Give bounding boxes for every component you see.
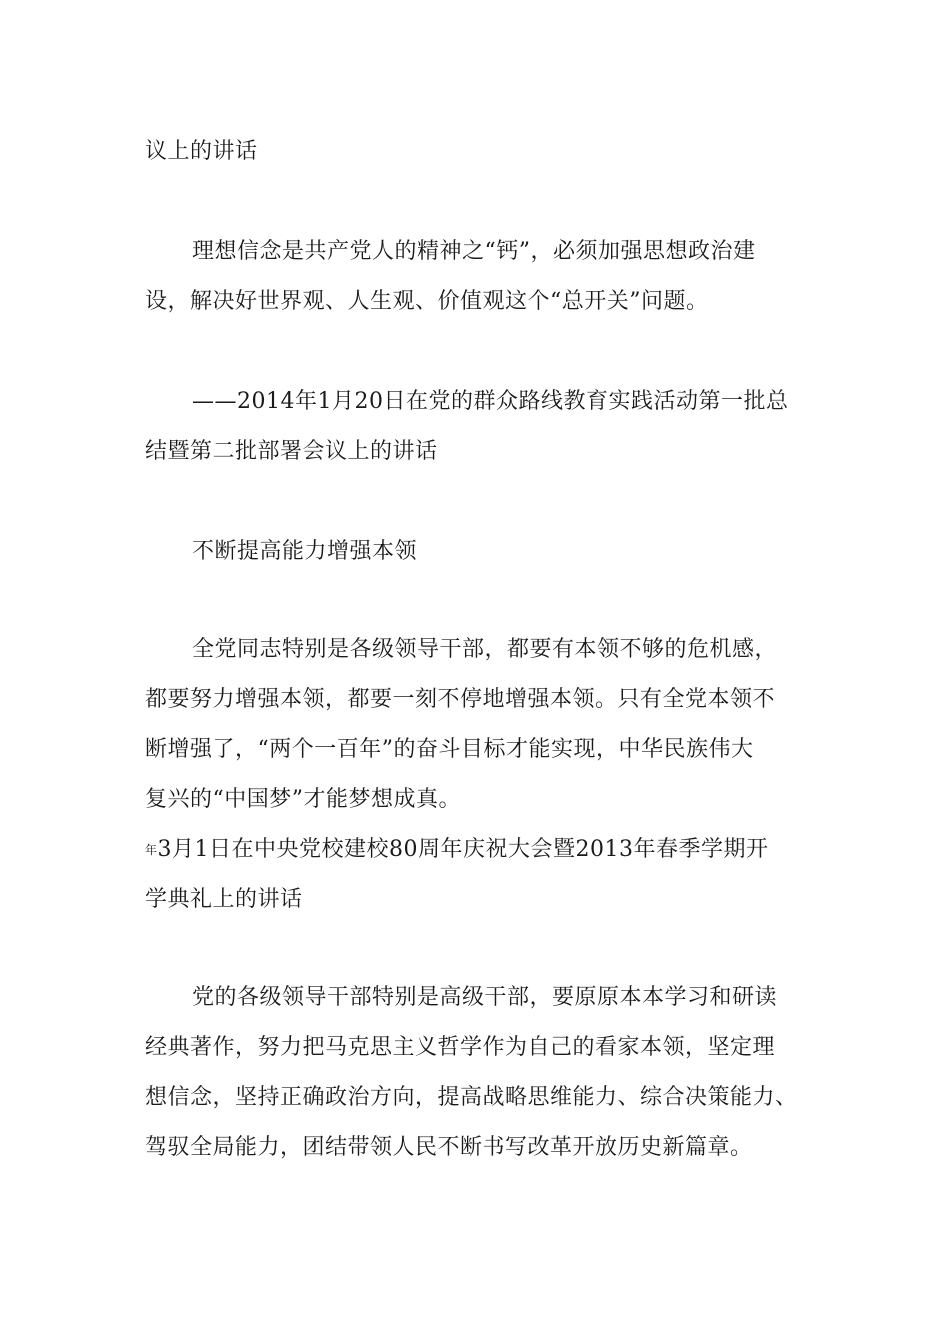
citation-line: ——2014年1月20日在党的群众路线教育实践活动第一批总 xyxy=(192,389,789,414)
citation-line: 学典礼上的讲话 xyxy=(145,887,303,912)
paragraph-line: 断增强了，“两个一百年”的奋斗目标才能实现，中华民族伟大 xyxy=(145,737,754,762)
citation-prefix: 年 xyxy=(145,843,158,857)
paragraph-line: 设，解决好世界观、人生观、价值观这个“总开关”问题。 xyxy=(145,289,709,314)
text-line: 议上的讲话 xyxy=(145,139,258,164)
paragraph-line: 全党同志特别是各级领导干部，都要有本领不够的危机感， xyxy=(192,637,778,662)
citation-line xyxy=(145,836,769,864)
paragraph-line: 党的各级领导干部特别是高级干部，要原原本本学习和研读 xyxy=(192,985,778,1010)
citation-line: 结暨第二批部署会议上的讲话 xyxy=(145,439,438,464)
paragraph-line: 驾驭全局能力，团结带领人民不断书写改革开放历史新篇章。 xyxy=(145,1135,753,1160)
citation-text: 3月1日在中央党校建校80周年庆祝大会暨2013年春季学期开 xyxy=(157,837,769,862)
paragraph-line: 理想信念是共产党人的精神之“钙”，必须加强思想政治建 xyxy=(192,239,756,264)
paragraph-line: 想信念，坚持正确政治方向，提高战略思维能力、综合决策能力、 xyxy=(145,1085,798,1110)
paragraph-line: 复兴的“中国梦”才能梦想成真。 xyxy=(145,787,461,812)
paragraph-line: 都要努力增强本领，都要一刻不停地增强本领。只有全党本领不 xyxy=(145,687,776,712)
section-heading: 不断提高能力增强本领 xyxy=(192,539,418,564)
paragraph-line: 经典著作，努力把马克思主义哲学作为自己的看家本领，坚定理 xyxy=(145,1035,776,1060)
